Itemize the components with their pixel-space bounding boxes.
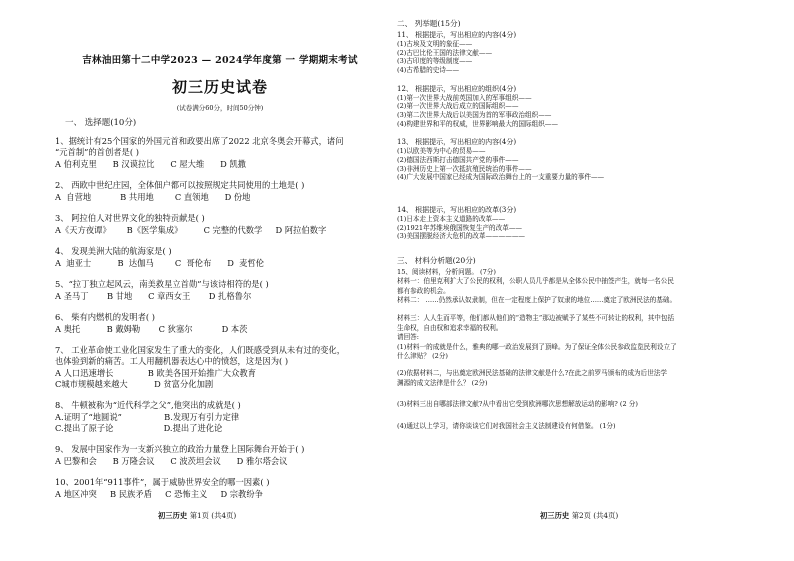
right-page (397, 0, 794, 561)
exam-note: (试卷满分60分，时间50分钟) (176, 104, 264, 112)
material-line: 材料一：伯里克利扩大了公民的权利，公职人员几乎都是从全体公民中抽签产生，就每一名公民 (397, 277, 674, 286)
question-options: A 伯利克里 B 汉谟拉比 C 屋大维 D 凯撒 (55, 159, 246, 169)
footer-label: 初三历史 (540, 511, 570, 520)
question-5 (55, 279, 385, 302)
question-title: 12、 根据提示，写出相应的组织(4分) (397, 84, 517, 93)
list-item: (2)第一次世界大战后成立的国际组织—— (397, 102, 519, 111)
ask-line: 渊源的成文法律是什么？ (2分) (397, 378, 488, 387)
section2-heading: 二、 列举题(15分) (397, 19, 461, 28)
ask-line: 什么津贴？ (2分) (397, 351, 448, 360)
question-options: A.证明了“地圆说” B.发现万有引力定律 C.提出了原子论 D.提出了进化论 (55, 412, 240, 433)
question-6 (55, 312, 385, 335)
material-line: 材料三：人人生而平等，他们都从他们的“造物主”那边被赋予了某些不可转让的权利，其中包括 (397, 314, 675, 323)
footer-page: 第1页 (共4页) (189, 511, 237, 520)
list-item: (4)广大发展中国家已经成为国际政治舞台上的一支重要力量的事件—— (397, 173, 605, 182)
list-item: (1)古埃及文明的象征—— (397, 40, 473, 49)
question-9 (55, 444, 385, 467)
list-item: (3)非洲历史上第一次抵抗殖民统治的事件—— (397, 164, 532, 173)
footer-label: 初三历史 (158, 511, 188, 520)
question-stem: 2、 西欧中世纪庄园，全体佃户都可以按照规定共同使用的土地是( ) (55, 180, 305, 190)
list-item: (1)以欧美等为中心的贸易—— (397, 147, 486, 156)
ask-line: (2)依据材料二，与出奠定欧洲民法基础的法律文献是什么?在此之前罗马颁布的成为后世法学 (397, 369, 668, 378)
ask-line: (3)材料三出自哪部法律文献?从中看出它受到欧洲哪次思想解放运动的影响? (2 分) (397, 400, 638, 409)
question-13 (397, 138, 786, 182)
question-options: A 迪亚士 B 达伽马 C 哥伦布 D 麦哲伦 (55, 258, 265, 268)
ask-line: (4)通过以上学习，请你谈谈它们对我国社会主义法制建设有何借鉴。 (1分) (397, 421, 616, 430)
question-3 (55, 213, 385, 236)
question-15-intro: 15、阅读材料，分析问题。 (7分) (397, 267, 496, 276)
section3 (397, 255, 786, 431)
question-title: 11、 根据提示，写出相应的内容(4分) (397, 31, 517, 39)
question-2 (55, 180, 385, 203)
question-7 (55, 345, 385, 390)
question-title: 13、 根据提示，写出相应的内容(4分) (397, 138, 517, 147)
list-item: (1)第一次世界大战前英国加入的军事组织—— (397, 93, 532, 102)
list-item: (4)构建世界和平的权威，世界影响最大的国际组织—— (397, 119, 558, 128)
question-stem: “元首制”的首创者是( ) (55, 147, 139, 157)
question-stem: 4、 发现美洲大陆的航海家是( ) (55, 246, 172, 256)
question-8 (55, 400, 385, 434)
question-stem: 9、 发展中国家作为一支新兴独立的政治力量登上国际舞台开始于( ) (55, 444, 305, 454)
material-line (397, 305, 786, 314)
list-item: (3)第二次世界大战后以美国为首的军事政治组织—— (397, 110, 552, 119)
question-1 (55, 136, 385, 170)
footer-right (540, 511, 618, 521)
footer-left (158, 511, 236, 521)
question-options: A 巴黎和会 B 万隆会议 C 波茨坦会议 D 雅尔塔会议 (55, 456, 288, 466)
material-line: 材料二： ……仍然承认奴隶制，但在一定程度上保护了奴隶的地位……奠定了欧洲民法的基础。 (397, 295, 677, 304)
question-options: A 人口迅速增长 B 欧美各国开始推广大众教育 C城市规模越来越大 D 贫富分化加剧 (55, 368, 256, 389)
list-item: (3)古印度的等级制度—— (397, 57, 473, 66)
section3-heading: 三、 材料分析题(20分) (397, 255, 476, 265)
question-14 (397, 206, 786, 241)
list-item: (4)古希腊的史诗—— (397, 65, 460, 74)
footer-page: 第2页 (共4页) (571, 511, 619, 520)
question-options: A 圣马丁 B 甘地 C 章西女王 D 扎格鲁尔 (55, 291, 252, 301)
material-line: 生命权，自由权和追求幸福的权利。 (397, 323, 503, 332)
question-4 (55, 246, 385, 269)
list-item: (2)德国法西斯打击德国共产党的事件—— (397, 155, 519, 164)
section1-heading: 一、 选择题(10分) (65, 118, 137, 128)
question-options: A 地区冲突 B 民族矛盾 C 恐怖主义 D 宗教纷争 (55, 489, 263, 499)
material-line: 都有参政的机会。 (397, 286, 450, 295)
question-options: A 奥托 B 戴姆勒 C 狄塞尔 D 本茨 (55, 324, 248, 334)
list-item: (2)古巴比伦王国的法律文献—— (397, 48, 493, 57)
ask-line: (1)材料一的成就是什么，雅典的哪一政治发展到了顶峰。为了保证全体公民参政监览民利设立了 (397, 342, 677, 351)
question-stem: 3、 阿拉伯人对世界文化的独特贡献是( ) (55, 213, 205, 223)
question-stem: 5、“拉丁独立起风云，南美救星立首勋”与该诗相符的是( ) (55, 279, 269, 289)
question-options: A 自营地 B 共用地 C 直领地 D 份地 (55, 192, 251, 202)
question-12 (397, 85, 786, 129)
question-stem: 1、据统计有25个国家的外国元首和政要出席了2022 北京冬奥会开幕式，诸问 (55, 136, 344, 146)
paper-title: 初三历史试卷 (171, 78, 268, 96)
question-stem: 也体验到新的痛苦。工人用翻机器表达心中的愤怒，这是因为( ) (55, 356, 289, 366)
list-item: (3)美国摆脱经济大危机的改革—————— (397, 232, 526, 241)
question-10 (55, 477, 385, 500)
exam-title: 吉林油田第十二中学2023 — 2024学年度第 一 学期期末考试 (82, 55, 358, 66)
question-stem: 10、2001年“911事件”，属于威胁世界安全的哪一因素( ) (55, 477, 270, 487)
list-item: (2)1921年苏维埃俄国恢复生产的改革—— (397, 223, 523, 232)
question-stem: 6、 柴有内燃机的发明者( ) (55, 312, 155, 322)
ask-label: 请回答: (397, 333, 420, 342)
question-stem: 8、 牛顿被称为“近代科学之父”,他突出的成就是( ) (55, 400, 241, 410)
question-title: 14、 根据提示，写出相应的改革(3分) (397, 205, 517, 214)
question-11 (397, 31, 786, 75)
question-options: A《天方夜谭》 B《医学集成》 C 完整的代数学 D 阿拉伯数字 (55, 225, 327, 235)
list-item: (1)日本走上资本主义道路的改革—— (397, 214, 506, 223)
question-stem: 7、 工业革命使工业化国家发生了重大的变化，人们既感受到从未有过的变化， (55, 345, 346, 355)
